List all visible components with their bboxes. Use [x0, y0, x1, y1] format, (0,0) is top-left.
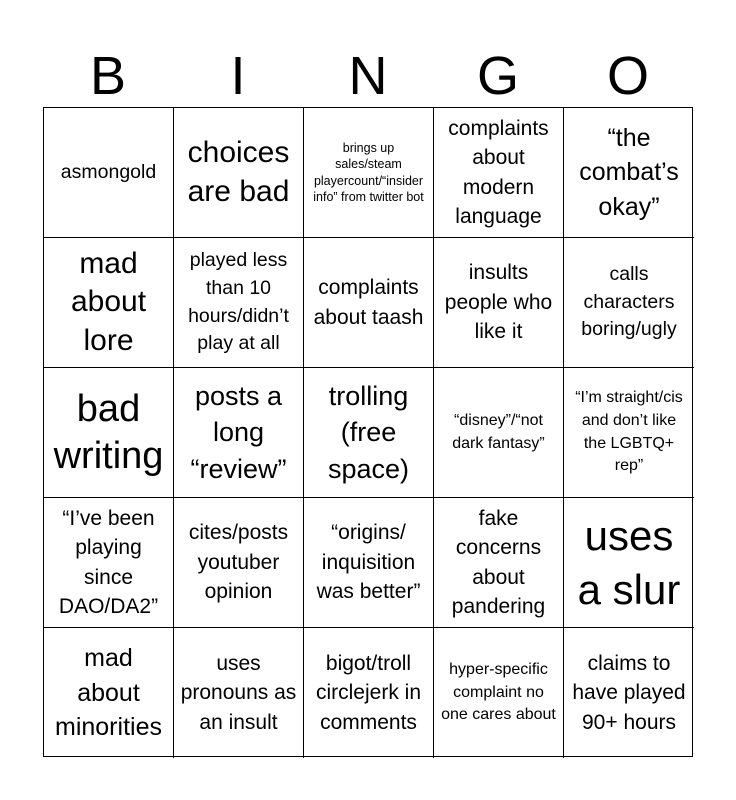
header-letter-o: O: [606, 46, 649, 106]
bingo-cell[interactable]: posts a long “review”: [174, 368, 304, 498]
bingo-header: [43, 46, 693, 106]
bingo-cell[interactable]: cites/posts youtuber opinion: [174, 498, 304, 628]
bingo-cell[interactable]: uses pronouns as an insult: [174, 628, 304, 758]
bingo-cell[interactable]: “origins/ inquisition was better”: [304, 498, 434, 628]
bingo-cell[interactable]: “I’ve been playing since DAO/DA2”: [44, 498, 174, 628]
bingo-cell[interactable]: complaints about taash: [304, 238, 434, 368]
bingo-cell[interactable]: asmongold: [44, 108, 174, 238]
bingo-cell[interactable]: complaints about modern language: [434, 108, 564, 238]
bingo-board: [43, 107, 693, 757]
bingo-cell[interactable]: “I’m straight/cis and don’t like the LGBTQ+ rep”: [564, 368, 694, 498]
bingo-cell[interactable]: played less than 10 hours/didn’t play at all: [174, 238, 304, 368]
header-letter-b: B: [89, 46, 127, 106]
header-letter-i: I: [230, 46, 246, 106]
bingo-cell[interactable]: “disney”/“not dark fantasy”: [434, 368, 564, 498]
bingo-cell[interactable]: bad writing: [44, 368, 174, 498]
bingo-cell[interactable]: fake concerns about pandering: [434, 498, 564, 628]
bingo-cell[interactable]: claims to have played 90+ hours: [572, 651, 686, 734]
bingo-cell[interactable]: mad about minorities: [44, 628, 174, 758]
bingo-cell[interactable]: trolling (free space): [304, 368, 434, 498]
bingo-cell[interactable]: choices are bad: [174, 108, 304, 238]
header-letter-n: N: [348, 46, 388, 106]
bingo-cell[interactable]: insults people who like it: [434, 238, 564, 368]
bingo-cell[interactable]: uses a slur: [564, 498, 694, 628]
bingo-cell[interactable]: hyper-specific complaint no one cares about: [434, 628, 564, 758]
header-letter-g: G: [476, 46, 519, 106]
bingo-cell[interactable]: “the combat’s okay”: [564, 108, 694, 238]
bingo-cell[interactable]: calls characters boring/ugly: [564, 238, 694, 368]
bingo-cell[interactable]: bigot/troll circlejerk in comments: [304, 628, 434, 758]
bingo-cell[interactable]: mad about lore: [44, 238, 174, 368]
bingo-cell[interactable]: brings up sales/steam playercount/“insider info” from twitter bot: [304, 108, 434, 238]
